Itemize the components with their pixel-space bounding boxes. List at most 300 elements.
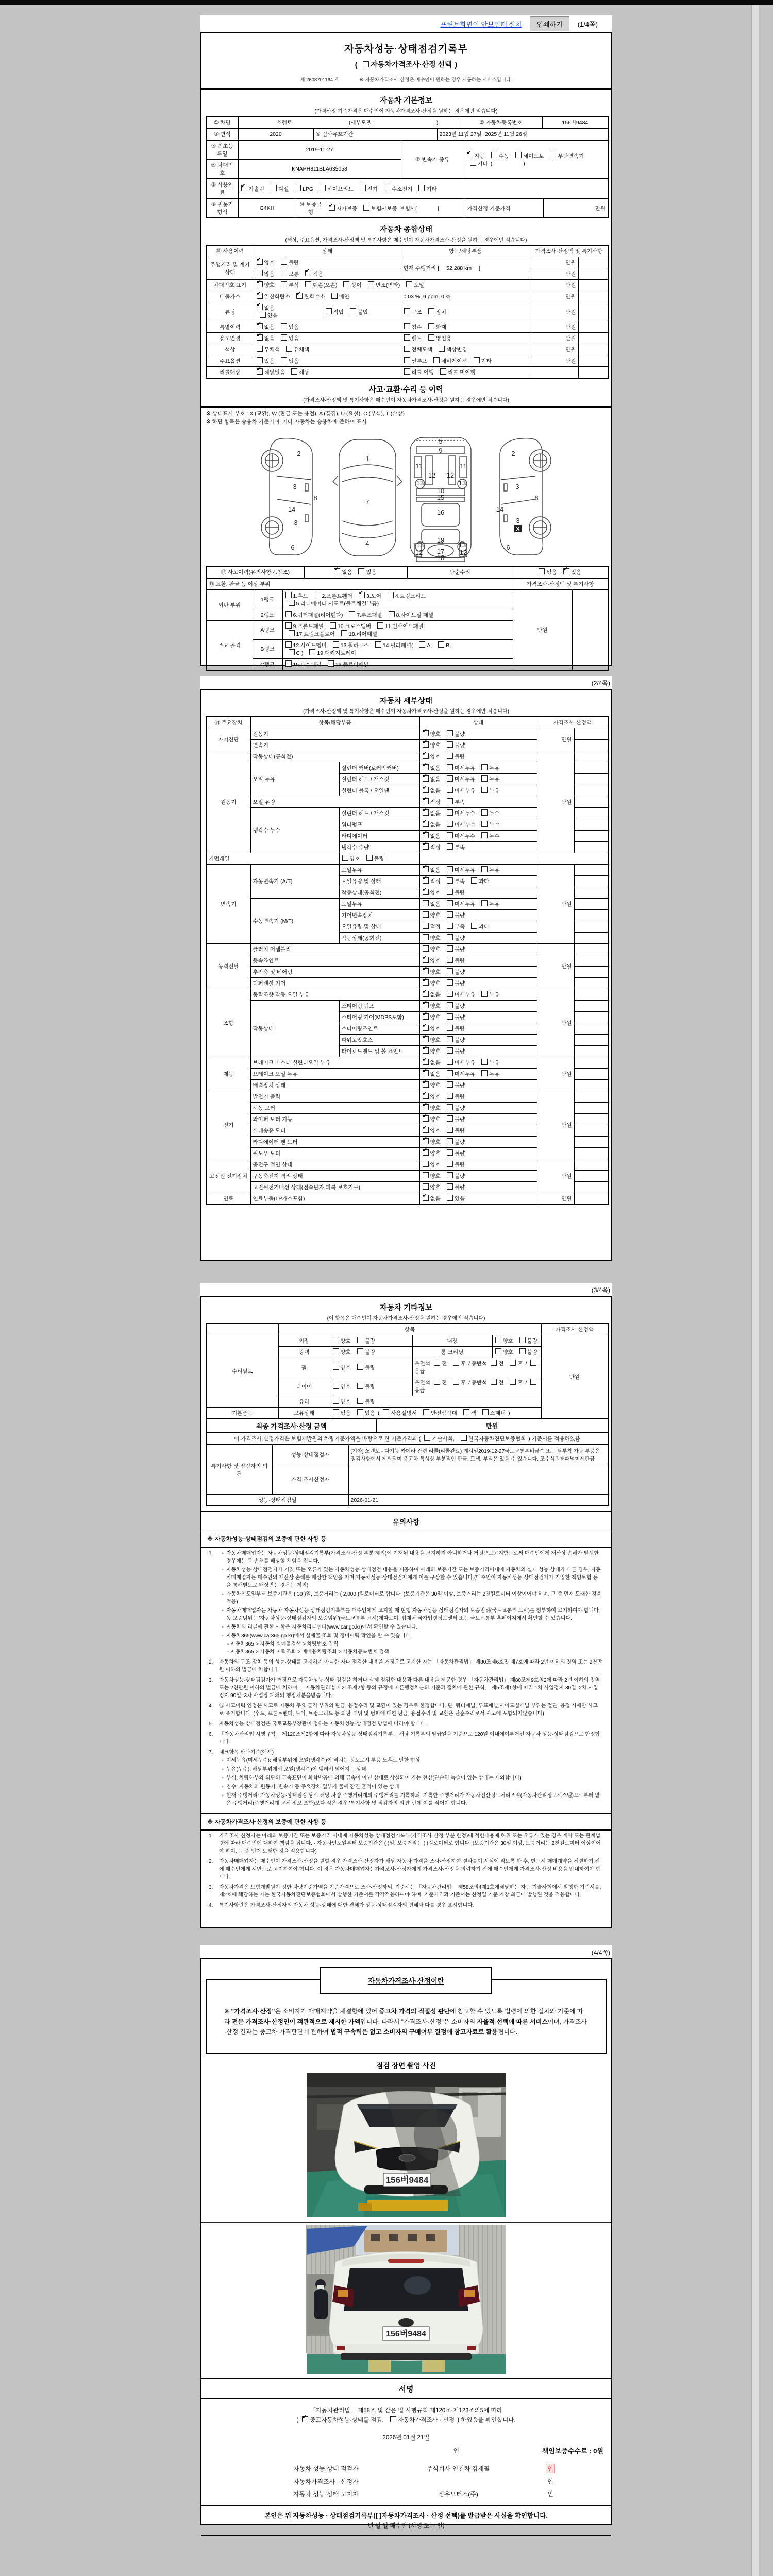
checkbox-label: 양호 — [430, 731, 442, 737]
basic-info-table-4 — [206, 178, 609, 199]
table-cell: 시동 모터 — [250, 1103, 419, 1114]
table-row — [206, 355, 608, 367]
confirm-line — [206, 2416, 607, 2425]
table-row — [206, 367, 608, 379]
checkbox-label: 없음 — [430, 810, 442, 817]
install-print-link[interactable]: 프린트화면이 안보일때 설치 — [440, 20, 522, 28]
table-cell — [578, 291, 608, 302]
table-cell: 특기사항 및 점검자의 의견 — [206, 1445, 272, 1495]
checkbox-label: 과다 — [478, 924, 490, 930]
table-row — [206, 344, 608, 355]
checkbox-unchecked — [447, 1183, 453, 1190]
checkbox-unchecked — [375, 641, 381, 648]
checkbox-label: 영업용 — [435, 335, 452, 342]
table-cell — [330, 1347, 412, 1358]
checkbox-label: 변조(변타) — [375, 282, 402, 289]
checkbox-label: 불량 — [454, 1094, 465, 1100]
table-cell: 원동기 — [250, 728, 419, 740]
checkbox-unchecked — [447, 787, 453, 793]
table-cell — [574, 1023, 608, 1035]
notice-item-number: 3. — [209, 1677, 213, 1683]
checkbox-label: 부식 — [288, 282, 300, 289]
checkbox-unchecked — [447, 1081, 453, 1088]
checkbox-label: 후 — [461, 1361, 468, 1367]
table-cell — [419, 728, 537, 740]
notice-item — [206, 1900, 607, 1910]
checkbox-checked — [423, 741, 429, 748]
table-cell: 수리필요 — [206, 1335, 278, 1408]
checkbox-label: 양호 — [430, 1048, 442, 1055]
print-button[interactable]: 인쇄하기 — [530, 16, 569, 31]
front-photo-svg — [307, 2073, 506, 2217]
table-row — [206, 566, 608, 578]
seal-fee-row — [206, 2446, 607, 2455]
checkbox-unchecked — [447, 764, 453, 770]
table-cell — [513, 566, 608, 578]
svg-text:156버9484: 156버9484 — [385, 2175, 429, 2185]
table-cell — [419, 853, 537, 865]
table-cell: 전기 — [206, 1091, 250, 1159]
checkbox-unchecked — [447, 1195, 453, 1201]
notice-bullet — [219, 1590, 602, 1606]
document-page-p3 — [200, 1283, 612, 1928]
text: ) — [508, 1410, 510, 1416]
table-cell — [254, 291, 401, 302]
svg-text:3: 3 — [293, 482, 297, 490]
text: ( — [377, 1410, 380, 1416]
text: / — [525, 1361, 527, 1367]
notice-item-number: 6. — [209, 1732, 213, 1737]
checkbox-label: 렌트 — [411, 335, 424, 342]
checkbox-label: 안전삼각대 — [431, 1410, 459, 1416]
table-cell — [401, 333, 530, 344]
table-cell: 2023년 11월 27일~2025년 11월 26일 — [437, 128, 608, 140]
bold-text: 법적 구속력은 없고 소비자의 구매여부 결정에 참고자료로 활용 — [330, 2028, 498, 2036]
checkbox-unchecked — [357, 1348, 363, 1354]
basic-info-header: 자동차 기본정보 — [379, 97, 433, 105]
checkbox-unchecked — [295, 185, 301, 191]
table-cell — [282, 609, 513, 620]
table-cell — [282, 639, 513, 658]
checkbox-label: 양호 — [430, 1139, 442, 1145]
table-cell: 기어변속장치 — [339, 910, 419, 921]
checkbox-unchecked — [447, 911, 453, 918]
checkbox-unchecked — [447, 945, 453, 952]
checkbox-unchecked — [482, 1409, 489, 1415]
table-row — [206, 728, 608, 740]
table-cell: C랭크 — [253, 658, 282, 670]
bold-text: 전문 가격조사·산정인이 객관적으로 제시한 가액 — [231, 2018, 361, 2025]
checkbox-label: 스패너 — [490, 1410, 508, 1416]
table-cell — [572, 590, 608, 670]
checkbox-label: 한국자동차진단보증협회 — [468, 1436, 528, 1442]
table-cell: 동력전달 — [206, 944, 250, 989]
checkbox-label: 불량 — [454, 731, 465, 737]
table-cell — [574, 831, 608, 842]
checkbox-unchecked — [333, 1383, 339, 1389]
checkbox-unchecked — [471, 877, 477, 884]
detail-state-table — [206, 716, 609, 1205]
table-cell — [574, 989, 608, 1001]
checkbox-unchecked — [481, 787, 488, 793]
table-cell — [419, 785, 537, 796]
checkbox-label: A, — [427, 642, 434, 649]
checkbox-unchecked — [281, 323, 287, 329]
checkbox-label: 2.프론트휀더 — [322, 592, 354, 599]
table-cell: ⑤ 최초등록일 — [206, 140, 238, 160]
svg-text:13: 13 — [416, 540, 424, 549]
signer-name: 정우모터스(주) — [438, 2490, 478, 2498]
table-cell: ② 자동차등록번호 — [460, 116, 542, 128]
checkbox-label: 보험사보증 — [371, 205, 399, 212]
note-line: ※ 하단 항목은 승용차 기준이며, 기타 자동차는 승용차에 준하여 표시 — [206, 418, 367, 425]
table-cell: 브레이크 마스터 실린더오일 누유 — [250, 1057, 419, 1069]
table-cell: 작동상태(공회전) — [250, 751, 419, 762]
checkbox-label: 부족 — [454, 844, 465, 851]
checkbox-unchecked — [260, 312, 266, 318]
checkbox-label: 없음 — [264, 324, 276, 330]
svg-text:3: 3 — [294, 518, 298, 527]
notice-item-body — [219, 1731, 602, 1746]
checkbox-label: 있음 — [364, 1410, 377, 1416]
checkbox-label: 미세누유 — [454, 765, 477, 771]
text: ] — [438, 205, 439, 212]
checkbox-label: 미세누유 — [454, 901, 477, 907]
checkbox-unchecked — [453, 1360, 459, 1366]
text: (세부모델 : — [348, 120, 375, 126]
table-cell: 상태 — [419, 717, 537, 728]
table-cell — [574, 1125, 608, 1137]
checkbox-label: 응급 — [414, 1387, 425, 1394]
checkbox-checked — [563, 568, 569, 574]
page-sheet-p2 — [200, 689, 612, 1261]
checkbox-label: 12.사이드멤버 — [293, 642, 328, 649]
checkbox-label: 불법 — [357, 309, 368, 315]
table-cell — [419, 1193, 537, 1205]
checkbox-label: 있음 — [366, 569, 377, 575]
checkbox-unchecked — [481, 764, 488, 770]
checkbox-unchecked — [383, 1409, 389, 1415]
page-marker: (3/4쪽) — [591, 1286, 610, 1294]
table-cell: 1랭크 — [253, 590, 282, 609]
accident-history-header-sub: (가격조사·산정액 및 특기사항은 매수인이 자동차가격조사·산정을 원하는 경우에만 적습니다) — [303, 398, 509, 403]
checkbox-label: 중고자동차성능·상태를 점검, — [310, 2417, 385, 2424]
checkbox-label: 있음 — [570, 569, 581, 575]
checkbox-label: 양호 — [340, 1349, 352, 1355]
checkbox-unchecked — [447, 900, 453, 906]
checkbox-label: 양호 — [430, 1037, 442, 1043]
buyer-confirm-text: 본인은 위 자동차성능 · 상태점검기록부([ ]자동차가격조사 · 산정 선택)를 발급받은 사실을 확인합니다. — [264, 2512, 548, 2520]
checkbox-unchecked — [447, 843, 453, 850]
checkbox-label: 불량 — [454, 958, 465, 964]
table-cell: 구동축전지 격리 상태 — [250, 1171, 419, 1182]
checkbox-unchecked — [428, 334, 434, 341]
price-survey-info-box — [206, 1967, 607, 2054]
table-cell: 항목/해당부품 — [250, 717, 419, 728]
notice-item — [206, 1548, 607, 1657]
table-cell: 오일 누유 — [250, 762, 339, 796]
checkbox-label: 양호 — [430, 1082, 442, 1089]
checkbox-label: 양호 — [430, 935, 442, 941]
table-row — [206, 280, 608, 291]
checkbox-label: 훼손(오손) — [312, 282, 339, 289]
checkbox-label: 4.트렁크리드 — [395, 592, 426, 599]
checkbox-label: 불량 — [454, 1139, 465, 1145]
svg-text:11: 11 — [460, 462, 467, 470]
checkbox-unchecked — [447, 1036, 453, 1042]
checkbox-label: 하이브리드 — [327, 185, 355, 192]
checkbox-label: 양호 — [430, 912, 442, 919]
checkbox-unchecked — [428, 308, 434, 314]
notice-item-number: 7. — [209, 1750, 213, 1755]
checkbox-label: 전 — [498, 1380, 506, 1386]
checkbox-label: 후 — [517, 1361, 525, 1367]
svg-text:5: 5 — [439, 437, 443, 445]
table-cell: 단순수리 — [407, 566, 513, 578]
checkbox-label: 적정 — [430, 878, 442, 885]
table-cell — [574, 1012, 608, 1023]
notice-item-body — [219, 1549, 602, 1656]
checkbox-label: 양호 — [430, 1184, 442, 1191]
notice-item-text: 자동차매매업자는 매수인이 가격조사·산정을 원할 경우 가격조사·산정자가 해당 자동차 가격을 조사·산정하여 결과를이 서식에 적도록 한 후, 반드시 매매계약을 체결하기 전에 매수인에게 서면으로 고지하여야 합니다. 이 경우 자동차매매업자는가격조사·산정자에게 가격조사·산정을 의뢰하기 전에 매수인에게 가격조사·산정 비용을 안내하여야 합니다. — [219, 1859, 601, 1880]
table-cell — [419, 989, 537, 1001]
table-row — [206, 257, 608, 268]
notice-bullet-text: 누유(누수): 해당부위에서 오일(냉각수)이 맺혀서 떨어지는 상태 — [226, 1767, 366, 1772]
table-cell — [419, 740, 537, 751]
checkbox-label: LPG — [303, 185, 315, 192]
checkbox-checked — [423, 1070, 429, 1076]
table-cell — [574, 1046, 608, 1057]
car-diagram-svg — [262, 432, 550, 562]
notice-bullet-text: 미세누유(미세누수): 해당부위에 오일(냉각수)이 비치는 정도로서 부품 노후로 인한 현상 — [226, 1758, 421, 1764]
checkbox-unchecked — [363, 205, 369, 211]
table-cell — [419, 819, 537, 831]
text: 운전석 — [414, 1361, 430, 1367]
bullet-glyph: ◦ — [222, 1793, 224, 1799]
checkbox-label: 불량 — [454, 1014, 465, 1021]
table-cell: 작동상태 — [250, 1001, 339, 1057]
table-row — [206, 179, 608, 198]
other-info-table — [206, 1323, 609, 1419]
table-cell: 만원 — [530, 321, 578, 333]
notice-item — [206, 1882, 607, 1900]
checkbox-label: 전 — [498, 1361, 506, 1367]
checkbox-unchecked — [343, 281, 349, 287]
table-cell: [기아] 쏘렌토 - 다기능 카메라 관련 리콜(리콜완료) 게시일2019-12-27국토교통부비금속 또는 탈부착 가능 부품은 점검사항에서 제외되며 중고차 특성상 부분적인 판금, 도색, 부식은 있을 수 있습니다. 조수석쿼터패널미세판금 — [348, 1445, 608, 1464]
checkbox-checked — [423, 809, 429, 816]
checkbox-checked — [423, 979, 429, 986]
price-basis-table — [206, 1432, 609, 1445]
checkbox-label: 응급 — [414, 1368, 425, 1375]
notice-item-text: 자동차성능·상태점검은 국토교통부장관이 정하는 자동차성능·상태점검 방법에 따라야 합니다. — [219, 1721, 427, 1727]
table-cell: 보유상태 — [278, 1408, 330, 1419]
table-cell — [330, 1396, 541, 1408]
checkbox-label: 무단변속기 — [558, 152, 584, 159]
table-cell — [419, 1171, 537, 1182]
table-cell: 만원 — [543, 198, 608, 218]
text: 입니다. 따라서 "가격조사·산정"은 소비자의 — [360, 2018, 477, 2025]
table-cell: 배력장치 상태 — [250, 1080, 419, 1091]
checkbox-label: 미세누유 — [454, 1071, 477, 1077]
page-sheet-p1 — [200, 32, 612, 666]
checkbox-label: 네비게이션 — [441, 358, 469, 364]
table-cell — [419, 1103, 537, 1114]
svg-text:14: 14 — [288, 505, 296, 513]
table-cell — [330, 1377, 412, 1396]
table-cell: ⑪ 사용이력 — [206, 245, 254, 257]
checkbox-unchecked — [330, 622, 336, 629]
table-cell: 스티어링 기어(MDPS포함) — [339, 1012, 419, 1023]
table-cell — [401, 344, 530, 355]
bullet-glyph: ◦ — [222, 1633, 224, 1639]
text: 운전석 — [414, 1380, 430, 1386]
checkbox-label: 자동 — [474, 152, 486, 159]
checkbox-label: 기타 — [477, 160, 490, 167]
checkbox-label: 미세누유 — [454, 776, 477, 783]
table-cell: 2026-01-21 — [348, 1495, 608, 1506]
checkbox-unchecked — [360, 185, 366, 191]
checkbox-checked — [257, 259, 263, 265]
svg-text:8: 8 — [534, 494, 539, 502]
table-row — [206, 1057, 608, 1069]
table-cell: 클러치 어셈블리 — [250, 944, 419, 955]
checkbox-unchecked — [333, 1398, 339, 1404]
checkbox-checked — [423, 1013, 429, 1020]
checkbox-unchecked — [257, 357, 263, 363]
table-cell — [254, 257, 401, 268]
table-cell: 타이어 — [278, 1377, 330, 1396]
checkbox-unchecked — [515, 152, 522, 158]
checkbox-label: 없음 — [430, 765, 442, 771]
table-cell — [574, 1159, 608, 1171]
checkbox-label: 없음 — [430, 901, 442, 907]
text: 은 소비자가 매매계약을 체결함에 있어 — [275, 2008, 379, 2015]
checkbox-label: 있음 — [264, 358, 276, 364]
notice-bullet — [219, 1549, 602, 1566]
checkbox-label: 후 — [461, 1380, 468, 1386]
checkbox-unchecked — [447, 1047, 453, 1054]
table-cell: 성능·상태점검일 — [206, 1495, 348, 1506]
table-cell: 실린더 헤드 / 개스킷 — [339, 774, 419, 785]
table-cell: 오일누유 — [339, 865, 419, 876]
accident-history-header: 사고·교환·수리 등 이력 — [369, 386, 443, 394]
table-cell — [419, 899, 537, 910]
checkbox-label: 8.사이드실 패널 — [396, 612, 434, 618]
checkbox-label: 불량 — [364, 1364, 376, 1371]
checkbox-label: 없음 — [430, 992, 442, 998]
table-cell — [419, 967, 537, 978]
checkbox-checked — [423, 832, 429, 838]
checkbox-label: 양호 — [502, 1349, 515, 1355]
table-cell: 만원 — [537, 865, 574, 944]
table-cell: 상태 — [254, 245, 401, 257]
table-row — [206, 1091, 608, 1103]
table-cell — [574, 796, 608, 808]
checkbox-unchecked — [357, 1398, 363, 1404]
checkbox-unchecked — [474, 357, 480, 363]
basic-info-header-sub: (가격산정 기준가격은 매수인이 자동차가격조사·산정을 원하는 경우에만 적습니다) — [314, 109, 498, 114]
table-cell: 차대번호 표기 — [206, 280, 254, 291]
table-cell: 가격·조사산정자 — [272, 1464, 348, 1495]
basic-info-table-2 — [206, 128, 609, 141]
checkbox-label: 양호 — [264, 282, 276, 289]
checkbox-label: 양호 — [430, 1014, 442, 1021]
checkbox-checked — [334, 568, 340, 574]
page-sheet-p3 — [200, 1296, 612, 1928]
text: 이며, 가격조사·산정 결과는 중고차 가격판단에 관하여 — [224, 2018, 587, 2036]
checkbox-label: 있음 — [288, 335, 299, 342]
checkbox-unchecked — [495, 1348, 501, 1354]
table-cell — [401, 367, 530, 379]
table-cell — [419, 1057, 537, 1069]
window-top-strip — [0, 0, 773, 5]
bold-text: "가격조사·산정" — [231, 2008, 275, 2015]
checkbox-unchecked — [447, 1115, 453, 1122]
checkbox-label: 미세누수 — [454, 810, 477, 817]
table-cell — [574, 1114, 608, 1125]
signer-seal — [526, 2464, 574, 2473]
svg-text:6: 6 — [291, 543, 295, 551]
table-cell: 만원 — [537, 1193, 574, 1205]
price-survey-box-title: 자동차가격조사·산정이란 — [320, 1967, 492, 1994]
checkbox-label: 불량 — [364, 1399, 376, 1405]
checkbox-label: 없음 — [430, 1071, 442, 1077]
checkbox-checked — [257, 368, 263, 375]
checkbox-label: 양호 — [430, 958, 442, 964]
checkbox-label: 해당 — [299, 369, 310, 376]
svg-text:3: 3 — [515, 482, 519, 490]
checkbox-label: 불량 — [527, 1349, 538, 1355]
checkbox-unchecked — [481, 1059, 488, 1065]
table-cell — [574, 762, 608, 774]
checkbox-label: 누유 — [489, 765, 500, 771]
notice-item-text: 「자동차관리법 시행규칙」 제120조제2항에 따라 자동차성능·상태점검기록부는 해당 기록부의 발급일을 기준으로 120일 이내에이루어진 자동차 성능·상태점검으로 한정합니다. — [219, 1732, 600, 1745]
notice-bullet-text: 자동차성능·상태점검자가 거짓 또는 오류가 있는 자동차성능·상태점검 내용을 제공하여 아래의 보증기간 또는 보증거리이내에 자동차의 실제 성능·상태가 다른 경우, 자동차매매업자는 매수인의 재산상 손해를 배상할 책임을 지며,자동차성능·상태점검자에게 이를 구상할 수 있습니다.(매수인이 자동차성능·상태점검자가 가입한 책임보험 등을 통해별도로 배상받는 경우는 제외) — [226, 1567, 601, 1588]
checkbox-label: 미세누유 — [454, 867, 477, 873]
table-row — [206, 1324, 608, 1335]
bold-text: 자율적 선택에 따른 서비스 — [477, 2018, 548, 2025]
checkbox-unchecked — [447, 934, 453, 940]
scrollbar-track[interactable] — [751, 5, 759, 2576]
checkbox-unchecked — [357, 1383, 363, 1389]
table-cell — [282, 658, 513, 670]
table-row — [206, 128, 608, 140]
table-cell — [574, 740, 608, 751]
checkbox-unchecked — [333, 641, 339, 648]
table-cell — [419, 842, 537, 853]
checkbox-unchecked — [447, 968, 453, 974]
notice-item-number: 2. — [209, 1659, 213, 1665]
checkbox-label: 기타 — [481, 358, 492, 364]
checkbox-unchecked — [320, 185, 326, 191]
checkbox-label: 불량 — [454, 980, 465, 987]
table-cell: G4KH — [238, 198, 296, 218]
notice-bullet-text: 자동차매매업자는 자동차 자동차성능·상태점검기록부를 매수인에게 고지할 때 현행 자동차성능·상태점검자의 보증범위(국토교통부 고시)를 첨부하여 고지하여야 합니다. 동 보증범위는 '자동차성능·상태점검자의 보증범위'(국토교통부 고시)에따르며, 법제처 국가법령정보센터 또는 국토교통부 홈페이지에서 확인할 수 있습니다. — [226, 1608, 600, 1621]
table-cell: 동력조향 작동 오일 누유 — [250, 989, 419, 1001]
table-cell — [574, 1035, 608, 1046]
checkbox-label: 양호 — [430, 742, 442, 749]
table-cell — [419, 1125, 537, 1137]
table-cell: 배출가스 — [206, 291, 254, 302]
checkbox-unchecked — [333, 1409, 339, 1415]
document-number-line — [206, 76, 607, 83]
notice-bullet — [219, 1566, 602, 1590]
table-cell — [574, 899, 608, 910]
notice-item — [206, 1831, 607, 1856]
checkbox-label: 양호 — [430, 1094, 442, 1100]
checkbox-unchecked — [491, 1360, 497, 1366]
checkbox-unchecked — [326, 308, 332, 314]
